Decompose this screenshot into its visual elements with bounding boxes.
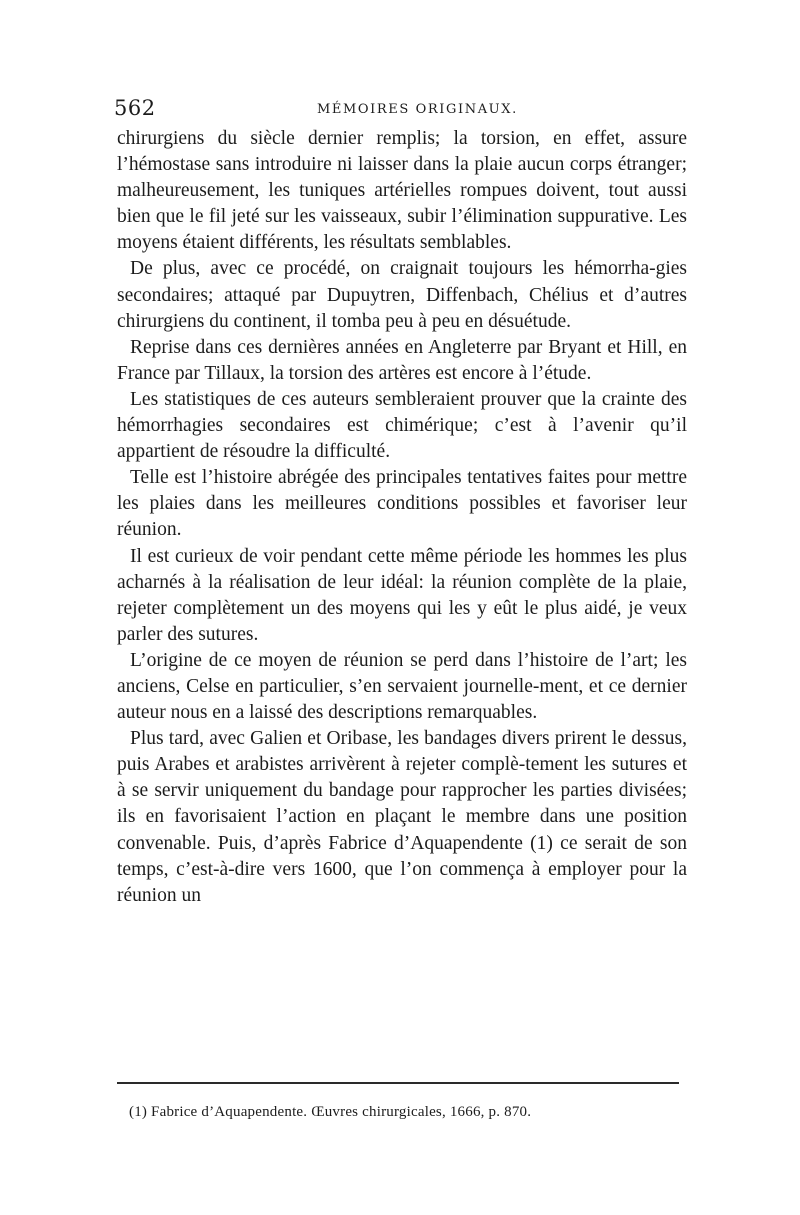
- paragraph-1: chirurgiens du siècle dernier remplis; la torsion, en effet, assure l’hémostase sans introduire ni laisser dans la plaie aucun corps étranger; malheureusement, les tuniques artérielles rompues doivent, tout aussi bien que le fil jeté sur les vaisseaux, subir l’élimination suppurative. Les moyens étaient différents, les résultats semblables.: [117, 128, 687, 254]
- footnote-rule: [117, 1082, 679, 1084]
- paragraph-8: Plus tard, avec Galien et Oribase, les bandages divers prirent le dessus, puis Arabes et arabistes arrivèrent à rejeter complè-tement les sutures et à se servir uniquement du bandage pour rapprocher les parties divisées; ils en favorisaient l’action en plaçant le membre dans une position convenable. Puis, d’après Fabrice d’Aquapendente (1) ce serait de son temps, c’est-à-dire vers 1600, que l’on commença à employer pour la réunion un: [117, 728, 687, 906]
- page-number: 562: [114, 96, 156, 120]
- paragraph-4: Les statistiques de ces auteurs sembleraient prouver que la crainte des hémorrhagies secondaires est chimérique; c’est à l’avenir qu’il appartient de résoudre la difficulté.: [117, 388, 687, 463]
- page-header: [114, 96, 687, 126]
- body-text: [117, 126, 687, 909]
- running-title: MÉMOIRES ORIGINAUX.: [317, 102, 518, 117]
- paragraph-2: De plus, avec ce procédé, on craignait toujours les hémorrha-gies secondaires; attaqué par Dupuytren, Diffenbach, Chélius et d’autres chirurgiens du continent, il tomba peu à peu en désuétude.: [117, 258, 687, 332]
- paragraph-7: L’origine de ce moyen de réunion se perd dans l’histoire de l’art; les anciens, Celse en particulier, s’en servaient journelle-ment, et ce dernier auteur nous en a laissé des descriptions remarquables.: [117, 649, 687, 724]
- book-page: [114, 96, 687, 1120]
- paragraph-6: Il est curieux de voir pendant cette même période les hommes les plus acharnés à la réalisation de leur idéal: la réunion complète de la plaie, rejeter complètement un des moyens qui les y eût le plus aidé, je veux parler des sutures.: [117, 545, 687, 645]
- paragraph-3: Reprise dans ces dernières années en Angleterre par Bryant et Hill, en France par Tillaux, la torsion des artères est encore à l’étude.: [117, 336, 687, 384]
- footnote: (1) Fabrice d’Aquapendente. Œuvres chirurgicales, 1666, p. 870.: [129, 1104, 532, 1120]
- paragraph-5: Telle est l’histoire abrégée des principales tentatives faites pour mettre les plaies dans les meilleures conditions possibles et favoriser leur réunion.: [117, 467, 687, 541]
